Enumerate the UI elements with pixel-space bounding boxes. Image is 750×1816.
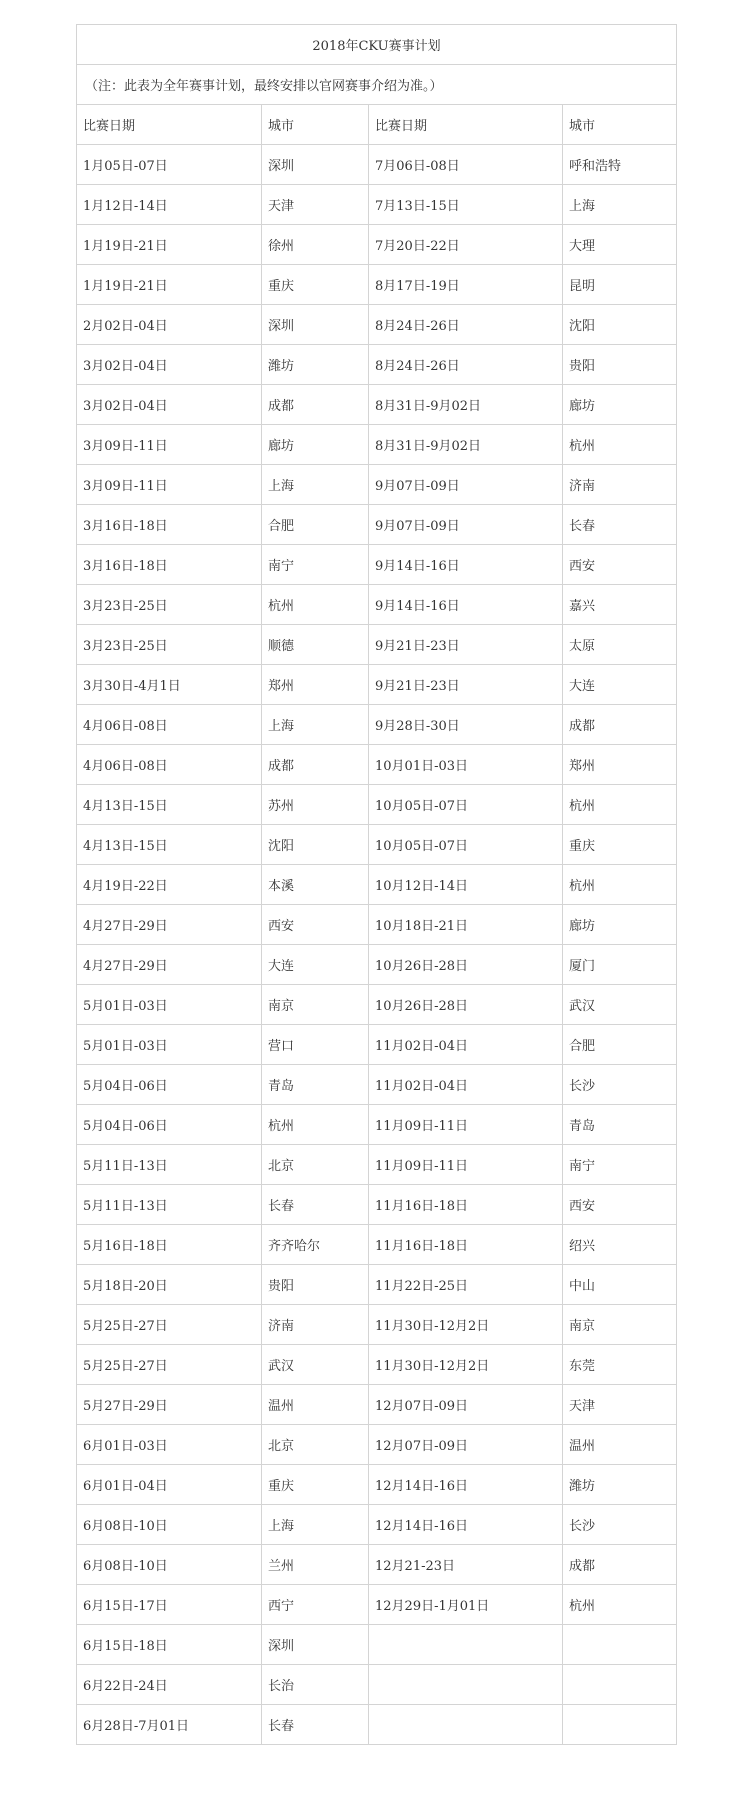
date-right-cell (369, 1705, 563, 1745)
date-left-cell: 6月01日-04日 (77, 1465, 262, 1505)
table-row (77, 1185, 677, 1225)
table-row (77, 1025, 677, 1065)
city-right-cell: 长沙 (563, 1065, 677, 1105)
date-right-cell: 9月14日-16日 (369, 585, 563, 625)
city-left-cell: 本溪 (262, 865, 369, 905)
city-left-cell: 北京 (262, 1145, 369, 1185)
city-left-cell: 长春 (262, 1185, 369, 1225)
table-row (77, 585, 677, 625)
date-right-cell: 9月21日-23日 (369, 625, 563, 665)
date-left-cell: 3月23日-25日 (77, 585, 262, 625)
date-left-cell: 5月04日-06日 (77, 1065, 262, 1105)
table-row (77, 1105, 677, 1145)
city-left-cell: 徐州 (262, 225, 369, 265)
date-left-cell: 5月11日-13日 (77, 1145, 262, 1185)
schedule-table (76, 24, 677, 1745)
city-right-cell: 中山 (563, 1265, 677, 1305)
date-left-cell: 5月18日-20日 (77, 1265, 262, 1305)
date-left-cell: 1月05日-07日 (77, 145, 262, 185)
table-row (77, 305, 677, 345)
city-right-cell: 太原 (563, 625, 677, 665)
date-left-cell: 5月16日-18日 (77, 1225, 262, 1265)
date-right-cell: 10月26日-28日 (369, 985, 563, 1025)
city-right-cell: 天津 (563, 1385, 677, 1425)
city-right-cell: 温州 (563, 1425, 677, 1465)
date-right-cell: 9月14日-16日 (369, 545, 563, 585)
date-right-cell: 10月05日-07日 (369, 825, 563, 865)
table-row (77, 1665, 677, 1705)
header-date-right: 比赛日期 (369, 105, 563, 145)
city-left-cell: 天津 (262, 185, 369, 225)
city-left-cell: 兰州 (262, 1545, 369, 1585)
title-row (77, 25, 677, 65)
date-left-cell: 3月02日-04日 (77, 385, 262, 425)
city-right-cell: 廊坊 (563, 385, 677, 425)
date-right-cell: 11月16日-18日 (369, 1185, 563, 1225)
table-row (77, 1425, 677, 1465)
city-left-cell: 潍坊 (262, 345, 369, 385)
date-right-cell: 7月13日-15日 (369, 185, 563, 225)
note-row (77, 65, 677, 105)
table-row (77, 745, 677, 785)
city-right-cell: 潍坊 (563, 1465, 677, 1505)
date-left-cell: 4月06日-08日 (77, 745, 262, 785)
date-right-cell: 8月31日-9月02日 (369, 385, 563, 425)
city-right-cell: 绍兴 (563, 1225, 677, 1265)
city-left-cell: 长治 (262, 1665, 369, 1705)
table-row (77, 825, 677, 865)
city-right-cell: 大理 (563, 225, 677, 265)
table-row (77, 265, 677, 305)
city-right-cell (563, 1705, 677, 1745)
city-right-cell: 合肥 (563, 1025, 677, 1065)
date-left-cell: 5月11日-13日 (77, 1185, 262, 1225)
table-row (77, 1585, 677, 1625)
date-right-cell: 11月09日-11日 (369, 1145, 563, 1185)
table-row (77, 145, 677, 185)
city-left-cell: 上海 (262, 465, 369, 505)
table-row (77, 1345, 677, 1385)
city-right-cell: 青岛 (563, 1105, 677, 1145)
date-right-cell: 11月02日-04日 (369, 1065, 563, 1105)
date-right-cell: 7月20日-22日 (369, 225, 563, 265)
table-row (77, 385, 677, 425)
city-left-cell: 重庆 (262, 1465, 369, 1505)
table-row (77, 905, 677, 945)
date-left-cell: 3月09日-11日 (77, 465, 262, 505)
city-left-cell: 南宁 (262, 545, 369, 585)
date-left-cell: 1月19日-21日 (77, 225, 262, 265)
city-left-cell: 合肥 (262, 505, 369, 545)
table-row (77, 545, 677, 585)
date-left-cell: 6月08日-10日 (77, 1505, 262, 1545)
city-left-cell: 南京 (262, 985, 369, 1025)
city-right-cell: 杭州 (563, 1585, 677, 1625)
header-city-right: 城市 (563, 105, 677, 145)
city-left-cell: 营口 (262, 1025, 369, 1065)
city-left-cell: 廊坊 (262, 425, 369, 465)
date-left-cell: 6月08日-10日 (77, 1545, 262, 1585)
city-left-cell: 上海 (262, 705, 369, 745)
date-left-cell: 4月13日-15日 (77, 825, 262, 865)
city-right-cell: 嘉兴 (563, 585, 677, 625)
city-left-cell: 深圳 (262, 145, 369, 185)
date-right-cell: 11月22日-25日 (369, 1265, 563, 1305)
date-right-cell: 12月07日-09日 (369, 1385, 563, 1425)
header-row (77, 105, 677, 145)
table-row (77, 1465, 677, 1505)
city-left-cell: 北京 (262, 1425, 369, 1465)
date-left-cell: 1月19日-21日 (77, 265, 262, 305)
city-right-cell: 南京 (563, 1305, 677, 1345)
table-row (77, 1265, 677, 1305)
table-row (77, 225, 677, 265)
city-left-cell: 成都 (262, 385, 369, 425)
date-left-cell: 1月12日-14日 (77, 185, 262, 225)
city-right-cell (563, 1665, 677, 1705)
table-row (77, 1065, 677, 1105)
city-left-cell: 上海 (262, 1505, 369, 1545)
city-right-cell: 贵阳 (563, 345, 677, 385)
table-row (77, 1305, 677, 1345)
city-right-cell: 武汉 (563, 985, 677, 1025)
date-left-cell: 5月01日-03日 (77, 1025, 262, 1065)
city-left-cell: 苏州 (262, 785, 369, 825)
table-row (77, 505, 677, 545)
city-right-cell: 济南 (563, 465, 677, 505)
date-left-cell: 4月13日-15日 (77, 785, 262, 825)
city-left-cell: 郑州 (262, 665, 369, 705)
date-left-cell: 4月27日-29日 (77, 945, 262, 985)
city-left-cell: 深圳 (262, 305, 369, 345)
city-left-cell: 济南 (262, 1305, 369, 1345)
date-right-cell: 7月06日-08日 (369, 145, 563, 185)
date-right-cell: 8月31日-9月02日 (369, 425, 563, 465)
table-note: （注：此表为全年赛事计划，最终安排以官网赛事介绍为准。） (77, 65, 677, 105)
table-row (77, 1225, 677, 1265)
table-row (77, 425, 677, 465)
city-left-cell: 温州 (262, 1385, 369, 1425)
date-left-cell: 3月30日-4月1日 (77, 665, 262, 705)
table-row (77, 1145, 677, 1185)
date-left-cell: 3月02日-04日 (77, 345, 262, 385)
city-right-cell: 杭州 (563, 865, 677, 905)
city-right-cell: 西安 (563, 545, 677, 585)
city-right-cell: 厦门 (563, 945, 677, 985)
city-left-cell: 成都 (262, 745, 369, 785)
date-right-cell (369, 1665, 563, 1705)
date-right-cell: 10月01日-03日 (369, 745, 563, 785)
schedule-table-body (77, 25, 677, 1745)
date-left-cell: 5月25日-27日 (77, 1305, 262, 1345)
date-left-cell: 6月22日-24日 (77, 1665, 262, 1705)
date-left-cell: 4月19日-22日 (77, 865, 262, 905)
city-right-cell: 重庆 (563, 825, 677, 865)
city-right-cell: 沈阳 (563, 305, 677, 345)
city-left-cell: 西宁 (262, 1585, 369, 1625)
city-right-cell: 南宁 (563, 1145, 677, 1185)
date-right-cell: 12月14日-16日 (369, 1465, 563, 1505)
table-row (77, 865, 677, 905)
date-right-cell: 11月02日-04日 (369, 1025, 563, 1065)
city-right-cell: 上海 (563, 185, 677, 225)
date-left-cell: 3月23日-25日 (77, 625, 262, 665)
city-right-cell: 郑州 (563, 745, 677, 785)
date-left-cell: 6月28日-7月01日 (77, 1705, 262, 1745)
table-row (77, 785, 677, 825)
date-right-cell: 12月14日-16日 (369, 1505, 563, 1545)
date-right-cell: 9月21日-23日 (369, 665, 563, 705)
date-left-cell: 3月16日-18日 (77, 505, 262, 545)
header-city-left: 城市 (262, 105, 369, 145)
date-right-cell: 11月30日-12月2日 (369, 1345, 563, 1385)
city-right-cell: 成都 (563, 705, 677, 745)
table-row (77, 665, 677, 705)
date-left-cell: 5月27日-29日 (77, 1385, 262, 1425)
table-title: 2018年CKU赛事计划 (77, 25, 677, 65)
table-row (77, 945, 677, 985)
city-left-cell: 杭州 (262, 585, 369, 625)
city-right-cell: 廊坊 (563, 905, 677, 945)
table-row (77, 185, 677, 225)
schedule-sheet (76, 24, 676, 1745)
table-row (77, 1385, 677, 1425)
date-right-cell: 9月07日-09日 (369, 505, 563, 545)
date-right-cell: 11月30日-12月2日 (369, 1305, 563, 1345)
date-left-cell: 3月16日-18日 (77, 545, 262, 585)
table-row (77, 345, 677, 385)
date-right-cell: 10月12日-14日 (369, 865, 563, 905)
city-left-cell: 重庆 (262, 265, 369, 305)
date-right-cell (369, 1625, 563, 1665)
city-left-cell: 西安 (262, 905, 369, 945)
date-left-cell: 4月06日-08日 (77, 705, 262, 745)
city-right-cell: 杭州 (563, 425, 677, 465)
city-left-cell: 杭州 (262, 1105, 369, 1145)
city-left-cell: 青岛 (262, 1065, 369, 1105)
date-left-cell: 6月15日-17日 (77, 1585, 262, 1625)
city-left-cell: 沈阳 (262, 825, 369, 865)
table-row (77, 1625, 677, 1665)
date-left-cell: 4月27日-29日 (77, 905, 262, 945)
city-right-cell: 杭州 (563, 785, 677, 825)
table-row (77, 1705, 677, 1745)
city-left-cell: 顺德 (262, 625, 369, 665)
date-left-cell: 5月01日-03日 (77, 985, 262, 1025)
city-left-cell: 武汉 (262, 1345, 369, 1385)
city-left-cell: 长春 (262, 1705, 369, 1745)
city-right-cell (563, 1625, 677, 1665)
table-row (77, 1505, 677, 1545)
table-row (77, 705, 677, 745)
table-row (77, 625, 677, 665)
city-right-cell: 长沙 (563, 1505, 677, 1545)
date-right-cell: 10月18日-21日 (369, 905, 563, 945)
date-right-cell: 12月07日-09日 (369, 1425, 563, 1465)
date-right-cell: 11月16日-18日 (369, 1225, 563, 1265)
table-row (77, 465, 677, 505)
city-left-cell: 深圳 (262, 1625, 369, 1665)
city-left-cell: 贵阳 (262, 1265, 369, 1305)
date-right-cell: 9月07日-09日 (369, 465, 563, 505)
city-right-cell: 呼和浩特 (563, 145, 677, 185)
date-left-cell: 3月09日-11日 (77, 425, 262, 465)
date-right-cell: 11月09日-11日 (369, 1105, 563, 1145)
date-right-cell: 12月21-23日 (369, 1545, 563, 1585)
date-left-cell: 6月01日-03日 (77, 1425, 262, 1465)
date-left-cell: 5月25日-27日 (77, 1345, 262, 1385)
date-left-cell: 2月02日-04日 (77, 305, 262, 345)
date-right-cell: 10月05日-07日 (369, 785, 563, 825)
city-left-cell: 齐齐哈尔 (262, 1225, 369, 1265)
city-right-cell: 东莞 (563, 1345, 677, 1385)
table-row (77, 1545, 677, 1585)
header-date-left: 比赛日期 (77, 105, 262, 145)
city-right-cell: 大连 (563, 665, 677, 705)
date-left-cell: 6月15日-18日 (77, 1625, 262, 1665)
date-right-cell: 12月29日-1月01日 (369, 1585, 563, 1625)
city-right-cell: 昆明 (563, 265, 677, 305)
city-right-cell: 西安 (563, 1185, 677, 1225)
table-row (77, 985, 677, 1025)
date-right-cell: 8月17日-19日 (369, 265, 563, 305)
city-right-cell: 成都 (563, 1545, 677, 1585)
date-right-cell: 8月24日-26日 (369, 305, 563, 345)
date-right-cell: 8月24日-26日 (369, 345, 563, 385)
date-right-cell: 10月26日-28日 (369, 945, 563, 985)
city-left-cell: 大连 (262, 945, 369, 985)
date-left-cell: 5月04日-06日 (77, 1105, 262, 1145)
date-right-cell: 9月28日-30日 (369, 705, 563, 745)
city-right-cell: 长春 (563, 505, 677, 545)
